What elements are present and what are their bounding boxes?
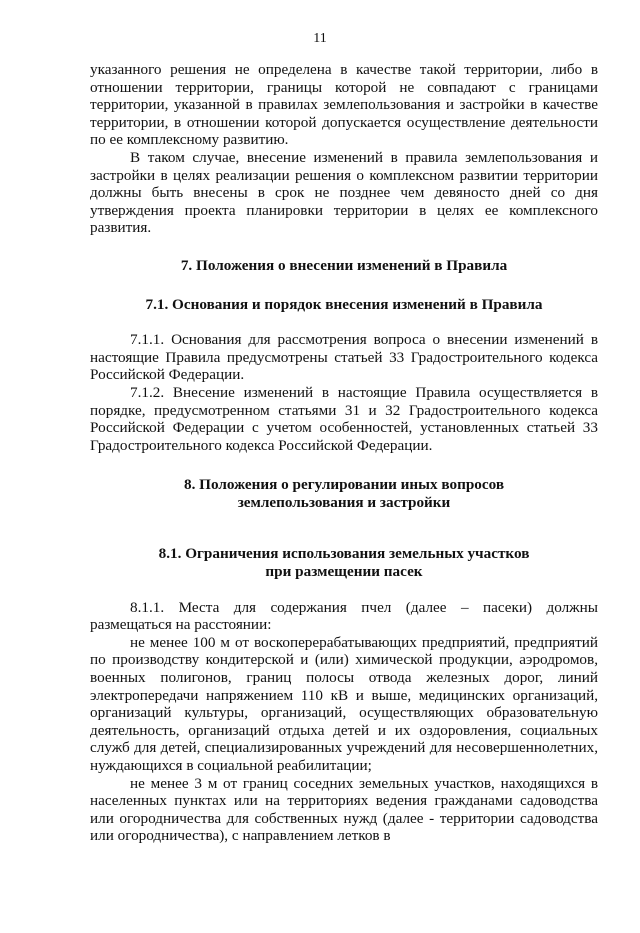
- section-7-1-heading: 7.1. Основания и порядок внесения изменений в Правила: [145, 295, 543, 313]
- paragraph-8-1-1-distance-100m: не менее 100 м от воскоперерабатывающих предприятий, предприятий по производству кондитерской и (или) химической продукции, аэродромов, военных полигонов, границ полосы отвода железных дорог, линий электропередачи напряжением 110 кВ и выше, медицинских организаций, организаций культуры, организаций, осуществляющих образовательную деятельность, организаций отдыха детей и их оздоровления, социальных служб для детей, специализированных учреждений для несовершеннолетних, нуждающихся в социальной реабилитации;: [90, 633, 598, 774]
- section-7-heading: 7. Положения о внесении изменений в Правила: [180, 256, 508, 274]
- section-8-heading-line-2: землепользования и застройки: [237, 493, 451, 511]
- section-8-1-heading-line-2: при размещении пасек: [265, 563, 423, 581]
- paragraph-8-1-1: 8.1.1. Места для содержания пчел (далее – пасеки) должны размещаться на расстоянии:: [90, 598, 598, 634]
- page-number: 11: [313, 31, 327, 46]
- paragraph-7-1-1: 7.1.1. Основания для рассмотрения вопроса о внесении изменений в настоящие Правила предусмотрены статьей 33 Градостроительного кодекса Российской Федерации.: [90, 331, 598, 384]
- paragraph-7-1-2: 7.1.2. Внесение изменений в настоящие Правила осуществляется в порядке, предусмотренном статьями 31 и 32 Градостроительного кодекса Российской Федерации с учетом особенностей, установленных статьей 33 Градостроительного кодекса Российской Федерации.: [90, 383, 598, 454]
- section-8-1-heading-line-1: 8.1. Ограничения использования земельных участков: [158, 545, 530, 563]
- paragraph-continuation: указанного решения не определена в качестве такой территории, либо в отношении территории, границы которой не совпадают с границами территории, указанной в правилах землепользования и застройки в качестве территории, в отношении которой допускается осуществление деятельности по ее комплексному развитию.: [90, 61, 598, 149]
- document-body: [90, 61, 598, 845]
- section-8-heading-line-1: 8. Положения о регулировании иных вопросов: [183, 476, 505, 494]
- paragraph-amendment-deadline: В таком случае, внесение изменений в правила землепользования и застройки в целях реализации решения о комплексном развитии территории должны быть внесены в срок не позднее чем девяносто дней со дня утверждения проекта планировки территории в целях ее комплексного развития.: [90, 148, 598, 237]
- section-8-1-heading: [90, 545, 598, 580]
- section-8-heading: [90, 476, 598, 511]
- paragraph-8-1-1-distance-3m: не менее 3 м от границ соседних земельных участков, находящихся в населенных пунктах или на территориях ведения гражданами садоводства или огородничества для собственных нужд (далее - территории садоводства или огородничества), с направлением летков в: [90, 774, 598, 845]
